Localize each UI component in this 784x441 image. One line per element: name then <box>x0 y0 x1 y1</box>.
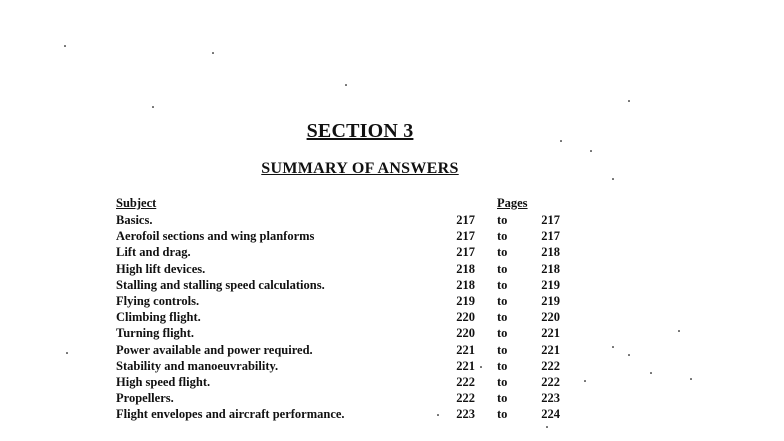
row-subject: Flying controls. <box>116 293 200 308</box>
row-subject: Stability and manoeuvrability. <box>116 358 279 373</box>
row-end-page: 224 <box>541 407 560 422</box>
row-subject: Turning flight. <box>116 326 195 341</box>
row-to-word: to <box>497 213 508 227</box>
row-start-page: 219 <box>456 293 475 308</box>
row-subject: High speed flight. <box>116 374 211 389</box>
row-start-page: 221 <box>456 342 475 357</box>
row-end-page: 219 <box>541 277 560 292</box>
row-start-page: 217 <box>456 229 475 244</box>
table-row <box>0 374 784 390</box>
row-end-page: 218 <box>541 245 560 260</box>
row-to-word: to <box>497 374 508 389</box>
row-start-page: 217 <box>456 245 475 260</box>
table-row <box>0 261 784 277</box>
row-to-word: to <box>497 310 508 325</box>
row-end-page: 222 <box>541 374 560 389</box>
answers-table <box>0 212 784 422</box>
table-row <box>0 358 784 374</box>
row-subject: Climbing flight. <box>116 310 201 325</box>
row-end-page: 220 <box>541 310 560 325</box>
row-start-page: 218 <box>456 261 475 276</box>
row-to-word: to <box>497 358 508 373</box>
row-start-page: 223 <box>456 407 475 422</box>
table-row <box>0 325 784 341</box>
row-start-page: 221 <box>456 358 475 373</box>
row-start-page: 220 <box>456 310 475 325</box>
row-start-page: 218 <box>456 277 475 292</box>
row-end-page: 222 <box>541 358 560 373</box>
table-row <box>0 212 784 228</box>
row-end-page: 221 <box>541 342 560 357</box>
table-row <box>0 244 784 260</box>
table-row <box>0 309 784 325</box>
section-heading: SECTION 3 <box>306 120 414 142</box>
row-end-page: 217 <box>541 229 560 244</box>
row-end-page: 218 <box>541 261 560 276</box>
row-to-word: to <box>497 391 508 406</box>
row-to-word: to <box>497 326 508 341</box>
row-subject: Lift and drag. <box>116 245 191 260</box>
pages-column-header: Pages <box>497 196 528 210</box>
row-end-page: 219 <box>541 293 560 308</box>
row-subject: Basics. <box>116 213 153 227</box>
row-to-word: to <box>497 245 508 260</box>
row-subject: Flight envelopes and aircraft performance. <box>116 407 345 422</box>
table-row <box>0 277 784 293</box>
row-end-page: 217 <box>541 213 560 227</box>
row-subject: Power available and power required. <box>116 342 313 357</box>
row-to-word: to <box>497 277 508 292</box>
table-row <box>0 390 784 406</box>
subject-column-header: Subject <box>116 196 157 210</box>
row-end-page: 221 <box>541 326 560 341</box>
row-to-word: to <box>497 229 508 244</box>
row-start-page: 220 <box>456 326 475 341</box>
table-row <box>0 293 784 309</box>
row-start-page: 222 <box>456 391 475 406</box>
row-to-word: to <box>497 407 508 422</box>
row-to-word: to <box>497 342 508 357</box>
row-to-word: to <box>497 293 508 308</box>
row-start-page: 222 <box>456 374 475 389</box>
table-row <box>0 406 784 422</box>
table-row <box>0 228 784 244</box>
row-subject: High lift devices. <box>116 261 206 276</box>
table-row <box>0 342 784 358</box>
row-subject: Propellers. <box>116 391 174 406</box>
row-subject: Aerofoil sections and wing planforms <box>116 229 315 244</box>
row-start-page: 217 <box>456 213 475 227</box>
summary-heading: SUMMARY OF ANSWERS <box>261 160 459 177</box>
row-subject: Stalling and stalling speed calculations. <box>116 277 325 292</box>
row-end-page: 223 <box>541 391 560 406</box>
row-to-word: to <box>497 261 508 276</box>
